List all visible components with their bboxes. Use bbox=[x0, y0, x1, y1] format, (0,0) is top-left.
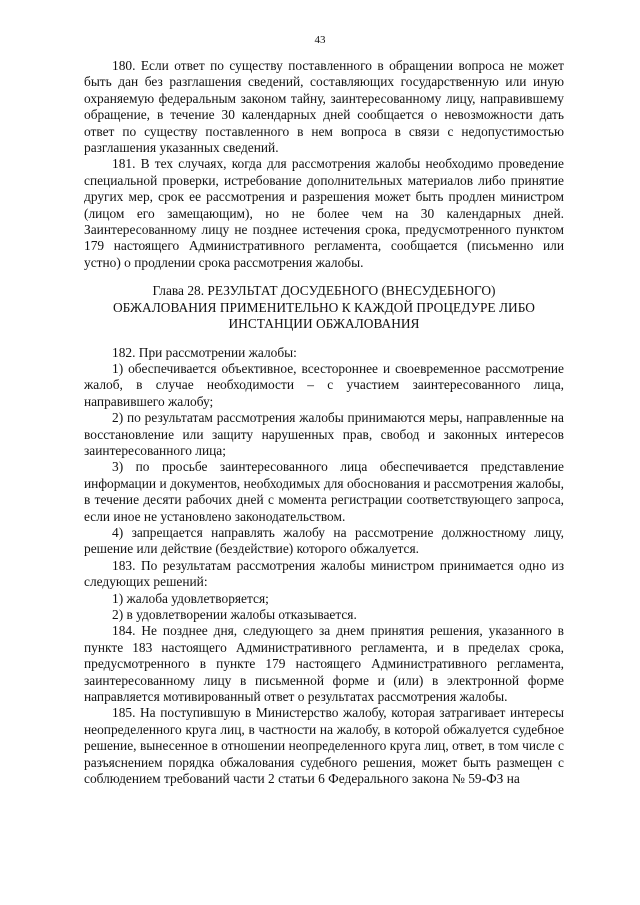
document-body bbox=[84, 58, 564, 787]
paragraph-182-item-3: 3) по просьбе заинтересованного лица обеспечивается представление информации и документов, необходимых для обоснования и рассмотрения жалобы, в течение десяти рабочих дней с момента регистрации соответствующего запроса, если иное не установлено законодательством. bbox=[84, 459, 564, 524]
paragraph-182-item-2: 2) по результатам рассмотрения жалобы принимаются меры, направленные на восстановление или защиту нарушенных прав, свобод и законных интересов заинтересованного лица; bbox=[84, 410, 564, 458]
paragraph-183: 183. По результатам рассмотрения жалобы министром принимается одно из следующих решений: bbox=[84, 557, 564, 590]
chapter-heading-line-1: Глава 28. РЕЗУЛЬТАТ ДОСУДЕБНОГО (ВНЕСУДЕБНОГО) bbox=[152, 283, 496, 299]
paragraph-181: 181. В тех случаях, когда для рассмотрения жалобы необходимо проведение специальной проверки, истребование дополнительных материалов либо принятие других мер, срок ее рассмотрения и разрешения может быть продлен министром (лицом его замещающим), но не более чем на 30 календарных дней. Заинтересованному лицу не позднее истечения срока, предусмотренного пунктом 179 настоящего Административного регламента, сообщается (письменно или устно) о продлении срока рассмотрения жалобы. bbox=[84, 156, 564, 270]
paragraph-182: 182. При рассмотрении жалобы: bbox=[112, 344, 297, 360]
chapter-heading-line-2: ОБЖАЛОВАНИЯ ПРИМЕНИТЕЛЬНО К КАЖДОЙ ПРОЦЕДУРЕ ЛИБО bbox=[113, 299, 535, 315]
page-number: 43 bbox=[314, 34, 326, 46]
paragraph-185: 185. На поступившую в Министерство жалобу, которая затрагивает интересы неопределенного круга лиц, в частности на жалобу, в которой обжалуется судебное решение, вынесенное в отношении неопределенного круга лиц, ответ, в том числе с разъяснением порядка обжалования судебного решения, может быть размещен с соблюдением требований части 2 статьи 6 Федерального закона № 59-ФЗ на bbox=[84, 705, 564, 787]
paragraph-182-item-1: 1) обеспечивается объективное, всестороннее и своевременное рассмотрение жалоб, в случае необходимости – с участием заинтересованного лица, направившего жалобу; bbox=[84, 360, 564, 409]
paragraph-182-item-4: 4) запрещается направлять жалобу на рассмотрение должностному лицу, решение или действие (бездействие) которого обжалуется. bbox=[84, 524, 564, 557]
paragraph-180: 180. Если ответ по существу поставленного в обращении вопроса не может быть дан без разглашения сведений, составляющих государственную или иную охраняемую федеральным законом тайну, заинтересованному лицу, направившему обращение, в течение 30 календарных дней сообщается о невозможности дать ответ по существу поставленного в нем вопроса в связи с недопустимостью разглашения указанных сведений. bbox=[84, 58, 564, 156]
paragraph-183-item-2: 2) в удовлетворении жалобы отказывается. bbox=[112, 607, 357, 622]
chapter-heading-line-3: ИНСТАНЦИИ ОБЖАЛОВАНИЯ bbox=[228, 316, 420, 332]
paragraph-184: 184. Не позднее дня, следующего за днем принятия решения, указанного в пункте 183 настоящего Административного регламента, и в пределах срока, предусмотренного в пункте 179 настоящего Административного регламента, заинтересованному лицу в письменной форме и (или) в электронной форме направляется мотивированный ответ о результатах рассмотрения жалобы. bbox=[84, 623, 564, 705]
paragraph-183-item-1: 1) жалоба удовлетворяется; bbox=[112, 590, 269, 606]
chapter-heading bbox=[84, 283, 564, 332]
